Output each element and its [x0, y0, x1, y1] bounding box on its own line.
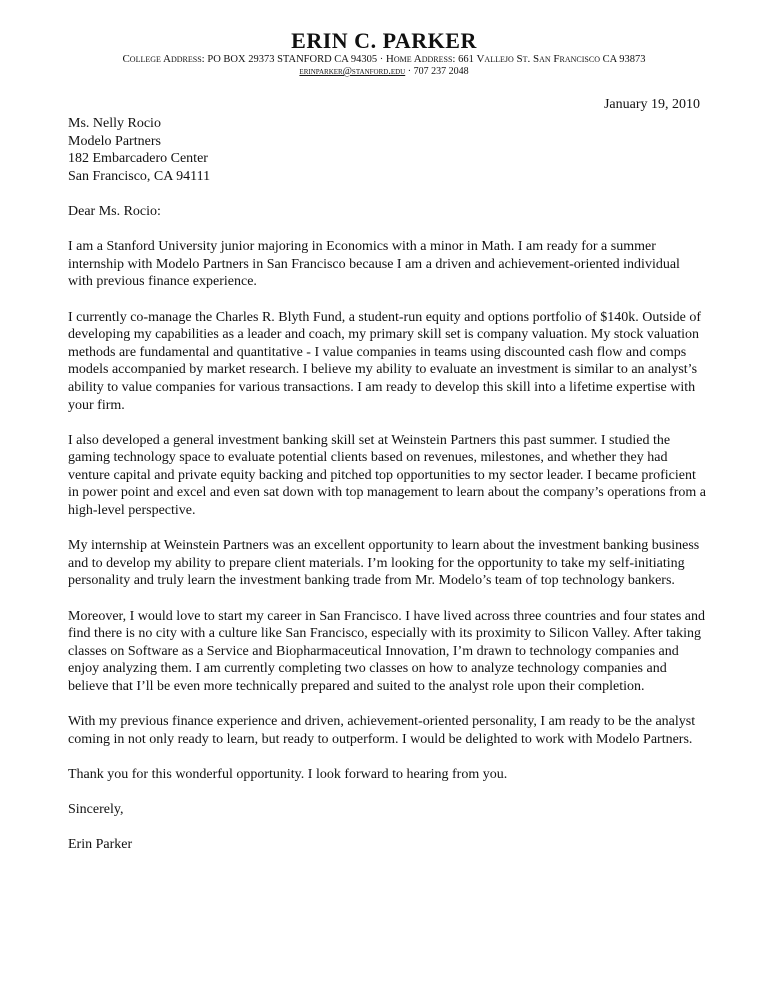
letter-date: January 19, 2010 — [603, 97, 700, 112]
recipient-line: Modelo Partners — [68, 133, 161, 149]
address-line — [0, 53, 768, 65]
email-link[interactable]: erinparker@stanford.edu — [299, 66, 406, 77]
closing: Sincerely, — [68, 802, 124, 818]
contact-line — [0, 66, 768, 77]
body-paragraph: I am a Stanford University junior majoring in Economics with a minor in Math. I am ready for a summer internship with Modelo Partners in San Francisco because I am a driven and achievement-oriented individual with previous finance experience. — [68, 239, 680, 290]
body-paragraph: With my previous finance experience and driven, achievement-oriented personality, I am ready to be the analyst coming in not only ready to learn, but ready to outperform. I would be delighted to work with Modelo Partners. — [68, 714, 696, 747]
body-paragraph: Thank you for this wonderful opportunity. I look forward to hearing from you. — [68, 766, 508, 782]
separator: · — [379, 54, 384, 65]
home-address-street: Vallejo St. San Francisco — [476, 53, 600, 65]
college-address: PO BOX 29373 STANFORD CA 94305 — [207, 54, 378, 65]
recipient-block — [68, 115, 708, 185]
separator: · — [407, 66, 412, 77]
sender-name: ERIN C. PARKER — [291, 28, 477, 53]
recipient-line: Ms. Nelly Rocio — [68, 116, 161, 131]
salutation: Dear Ms. Rocio: — [68, 203, 161, 219]
signature: Erin Parker — [68, 837, 133, 853]
body-paragraph: Moreover, I would love to start my career in San Francisco. I have lived across three countries and four states and find there is no city with a culture like San Francisco, especially with its proximity to Silicon Valley. After taking classes on Software as a Service and Biopharmaceutical Innovation, I’m drawn to technology companies and enjoy analyzing them. I am currently completing two classes on how to analyze technology companies and believe that I’ll be even more technically prepared and suited to the analyst role upon their completion. — [68, 608, 706, 694]
home-address-number: 661 — [458, 54, 474, 65]
body-paragraph: My internship at Weinstein Partners was an excellent opportunity to learn about the investment banking business and to develop my ability to prepare client materials. I’m looking for the opportunity to take my self-initiating personality and truly learn the investment banking trade from Mr. Modelo’s team of top technology bankers. — [68, 538, 700, 589]
recipient-line: 182 Embarcadero Center — [68, 151, 208, 167]
body-paragraph: I also developed a general investment banking skill set at Weinstein Partners this past summer. I studied the gaming technology space to evaluate potential clients based on revenues, milestones, and whether they had venture capital and private equity backing and pitched top opportunities to my sector leader. I became proficient in power point and excel and even sat down with top management to learn about the company’s operations from a high-level perspective. — [68, 432, 706, 519]
home-address-label: Home Address: — [385, 53, 456, 65]
home-address-zip: CA 93873 — [602, 54, 646, 65]
body-paragraph: I currently co-manage the Charles R. Blyth Fund, a student-run equity and options portfolio of $140k. Outside of developing my capabilities as a leader and coach, my primary skill set is company valuation. My stock valuation methods are fundamental and quantitative - I value companies in teams using discounted cash flow and comps models accompanied by market research. I believe my ability to evaluate an investment is similar to an analyst’s ability to value companies for various transactions. I am ready to develop this skill into a lifetime expertise with your firm. — [68, 309, 701, 413]
phone-number: 707 237 2048 — [413, 66, 469, 77]
college-address-label: College Address: — [122, 53, 205, 65]
recipient-line: San Francisco, CA 94111 — [68, 168, 211, 184]
letter-body — [68, 115, 708, 872]
